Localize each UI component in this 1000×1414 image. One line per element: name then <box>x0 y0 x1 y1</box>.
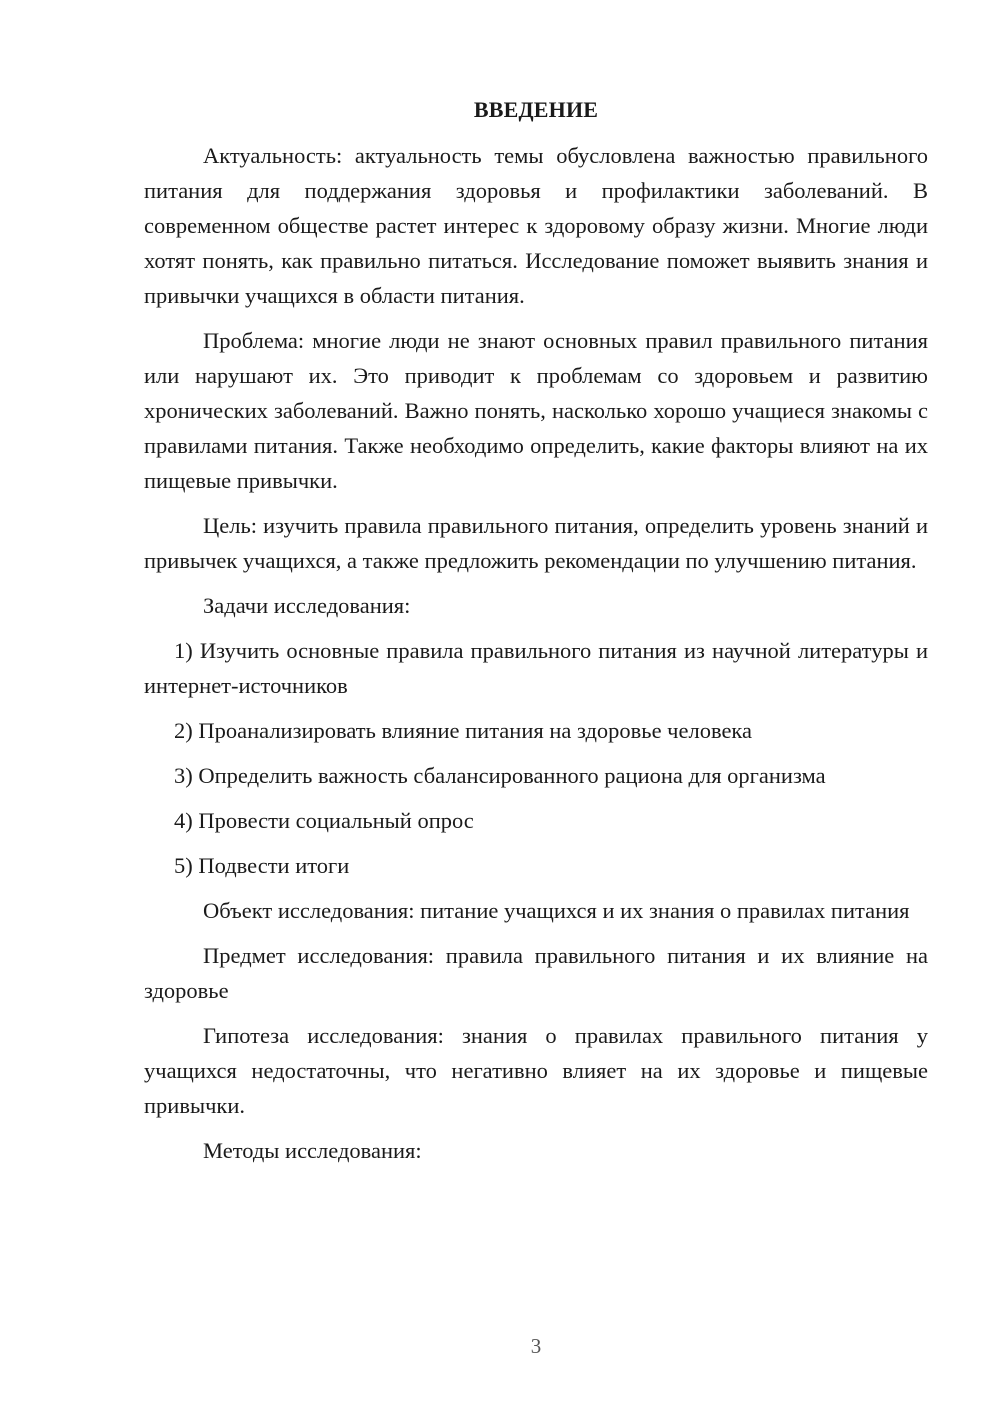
relevance-paragraph: Актуальность: актуальность темы обусловлена важностью правильного питания для поддержания здоровья и профилактики заболеваний. В современном обществе растет интерес к здоровому образу жизни. Многие люди хотят понять, как правильно питаться. Исследование поможет выявить знания и привычки учащихся в области питания. <box>144 143 928 308</box>
task-item-1: 1) Изучить основные правила правильного питания из научной литературы и интернет-источников <box>144 638 928 698</box>
task-item-5: 5) Подвести итоги <box>174 853 350 878</box>
task-item-2: 2) Проанализировать влияние питания на здоровье человека <box>174 718 753 743</box>
object-paragraph: Объект исследования: питание учащихся и их знания о правилах питания <box>203 898 910 923</box>
methods-heading: Методы исследования: <box>203 1138 422 1163</box>
page-content <box>144 95 928 1178</box>
subject-paragraph: Предмет исследования: правила правильного питания и их влияние на здоровье <box>144 943 928 1003</box>
task-item-4: 4) Провести социальный опрос <box>174 808 474 833</box>
hypothesis-paragraph: Гипотеза исследования: знания о правилах правильного питания у учащихся недостаточны, что негативно влияет на их здоровье и пищевые привычки. <box>144 1023 928 1118</box>
page-number: 3 <box>530 1334 542 1358</box>
section-title: ВВЕДЕНИЕ <box>473 97 599 122</box>
tasks-list <box>144 633 928 883</box>
goal-paragraph: Цель: изучить правила правильного питания, определить уровень знаний и привычек учащихся, а также предложить рекомендации по улучшению питания. <box>144 513 928 573</box>
problem-paragraph: Проблема: многие люди не знают основных правил правильного питания или нарушают их. Это приводит к проблемам со здоровьем и развитию хронических заболеваний. Важно понять, насколько хорошо учащиеся знакомы с правилами питания. Также необходимо определить, какие факторы влияют на их пищевые привычки. <box>144 328 928 493</box>
tasks-heading: Задачи исследования: <box>203 593 411 618</box>
task-item-3: 3) Определить важность сбалансированного рациона для организма <box>174 763 826 788</box>
